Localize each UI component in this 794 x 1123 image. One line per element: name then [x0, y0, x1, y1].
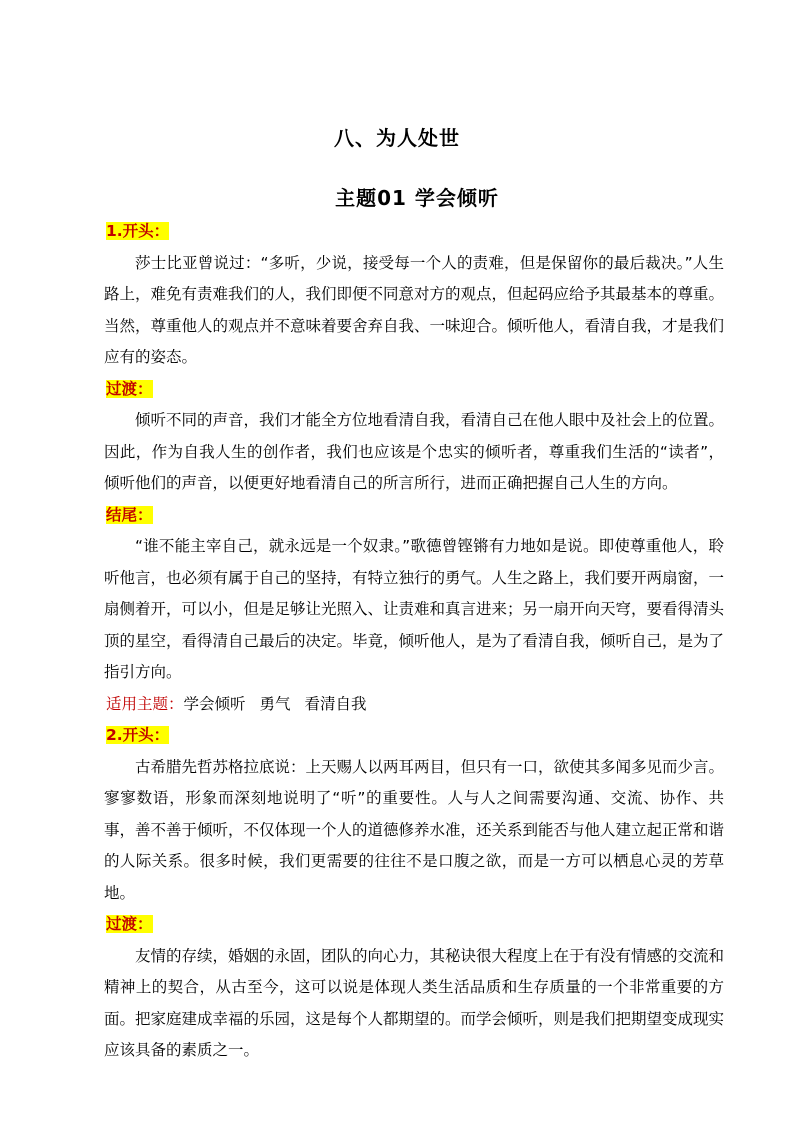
section-3-label-row: [104, 500, 724, 532]
section-paragraph: 古希腊先哲苏格拉底说：上天赐人以两耳两目，但只有一口，欲使其多闻多见而少言。寥寥数语，形象而深刻地说明了“听”的重要性。人与人之间需要沟通、交流、协作、共事，善不善于倾听，不仅体现一个人的道德修养水准，还关系到能否与他人建立起正常和谐的人际关系。很多时候，我们更需要的往往不是口腹之欲，而是一方可以栖息心灵的芳草地。: [104, 757, 725, 902]
theme-item: 勇气: [259, 694, 291, 713]
section-5-label-row: [104, 909, 724, 941]
section-label: 过渡：: [106, 915, 153, 933]
section-paragraph: 友情的存续，婚姻的永固，团队的向心力，其秘诀很大程度上在于有没有情感的交流和精神上的契合，从古至今，这可以说是体现人类生活品质和生存质量的一个非常重要的方面。把家庭建成幸福的乐园，这是每个人都期望的。而学会倾听，则是我们把期望变成现实应该具备的素质之一。: [104, 946, 725, 1059]
theme-row: [104, 689, 724, 721]
section-paragraph: 倾听不同的声音，我们才能全方位地看清自我，看清自己在他人眼中及社会上的位置。因此，作为自我人生的创作者，我们也应该是个忠实的倾听者，尊重我们生活的“读者”，倾听他们的声音，以便更好地看清自己的所言所行，进而正确把握自己人生的方向。: [104, 411, 725, 492]
section-2-label-row: [104, 374, 724, 406]
theme-item: 学会倾听: [183, 694, 246, 713]
section-label: 过渡：: [106, 379, 153, 398]
section-label: 结尾：: [106, 505, 153, 524]
document-body: [104, 216, 724, 1067]
section-1-label-row: [104, 216, 724, 248]
theme-label: 适用主题：: [106, 694, 184, 713]
page-subtitle: 主题01 学会倾听: [335, 186, 499, 210]
section-4-label-row: [104, 720, 724, 752]
section-paragraph: “谁不能主宰自己，就永远是一个奴隶。”歌德曾铿锵有力地如是说。即使尊重他人，聆听他言，也必须有属于自己的坚持，有特立独行的勇气。人生之路上，我们要开两扇窗，一扇侧着开，可以小，但是足够让光照入、让责难和真言进来；另一扇开向天穹，要看得清头顶的星空，看得清自己最后的决定。毕竟，倾听他人，是为了看清自我，倾听自己，是为了指引方向。: [104, 537, 725, 681]
theme-item: 看清自我: [304, 694, 367, 713]
page-title: 八、为人处世: [334, 126, 460, 150]
section-label: 2.开头：: [106, 726, 170, 744]
section-label: 1.开头：: [106, 222, 170, 240]
section-paragraph: 莎士比亚曾说过：“多听，少说，接受每一个人的责难，但是保留你的最后裁决。”人生路上，难免有责难我们的人，我们即便不同意对方的观点，但起码应给予其最基本的尊重。当然，尊重他人的观点并不意味着要舍弃自我、一味迎合。倾听他人，看清自我，才是我们应有的姿态。: [104, 253, 725, 366]
